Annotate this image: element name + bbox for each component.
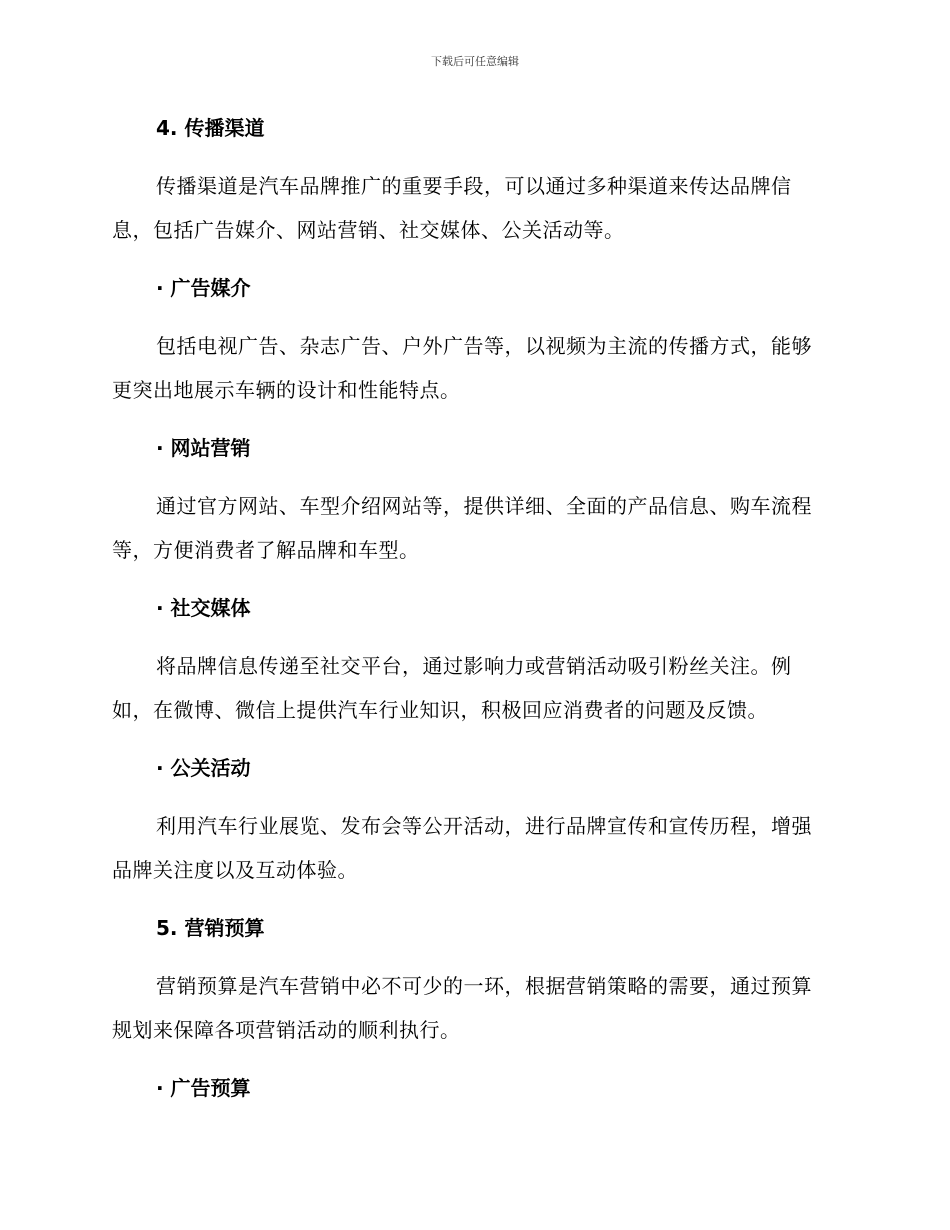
paragraph-budget-intro: 营销预算是汽车营销中必不可少的一环，根据营销策略的需要，通过预算规划来保障各项营销活动的顺利执行。 bbox=[112, 974, 812, 1042]
page-header-note: 下载后可任意编辑 bbox=[431, 55, 519, 68]
subheading-ad-media: · 广告媒介 bbox=[156, 276, 251, 300]
paragraph-pr-events: 利用汽车行业展览、发布会等公开活动，进行品牌宣传和宣传历程，增强品牌关注度以及互动体验。 bbox=[112, 814, 812, 882]
paragraph-website-marketing: 通过官方网站、车型介绍网站等，提供详细、全面的产品信息、购车流程等，方便消费者了解品牌和车型。 bbox=[112, 494, 812, 562]
subheading-website-marketing: · 网站营销 bbox=[156, 436, 251, 460]
paragraph-ad-media: 包括电视广告、杂志广告、户外广告等，以视频为主流的传播方式，能够更突出地展示车辆的设计和性能特点。 bbox=[112, 334, 812, 402]
subheading-ad-budget: · 广告预算 bbox=[156, 1076, 251, 1100]
document-body bbox=[112, 108, 832, 1108]
paragraph-social-media: 将品牌信息传递至社交平台，通过影响力或营销活动吸引粉丝关注。例如，在微博、微信上提供汽车行业知识，积极回应消费者的问题及反馈。 bbox=[112, 654, 792, 722]
paragraph-channels-intro: 传播渠道是汽车品牌推广的重要手段，可以通过多种渠道来传达品牌信息，包括广告媒介、网站营销、社交媒体、公关活动等。 bbox=[112, 174, 792, 242]
section-heading-budget: 5. 营销预算 bbox=[156, 916, 265, 940]
section-heading-channels: 4. 传播渠道 bbox=[156, 116, 265, 140]
subheading-pr-events: · 公关活动 bbox=[156, 756, 251, 780]
subheading-social-media: · 社交媒体 bbox=[156, 596, 251, 620]
